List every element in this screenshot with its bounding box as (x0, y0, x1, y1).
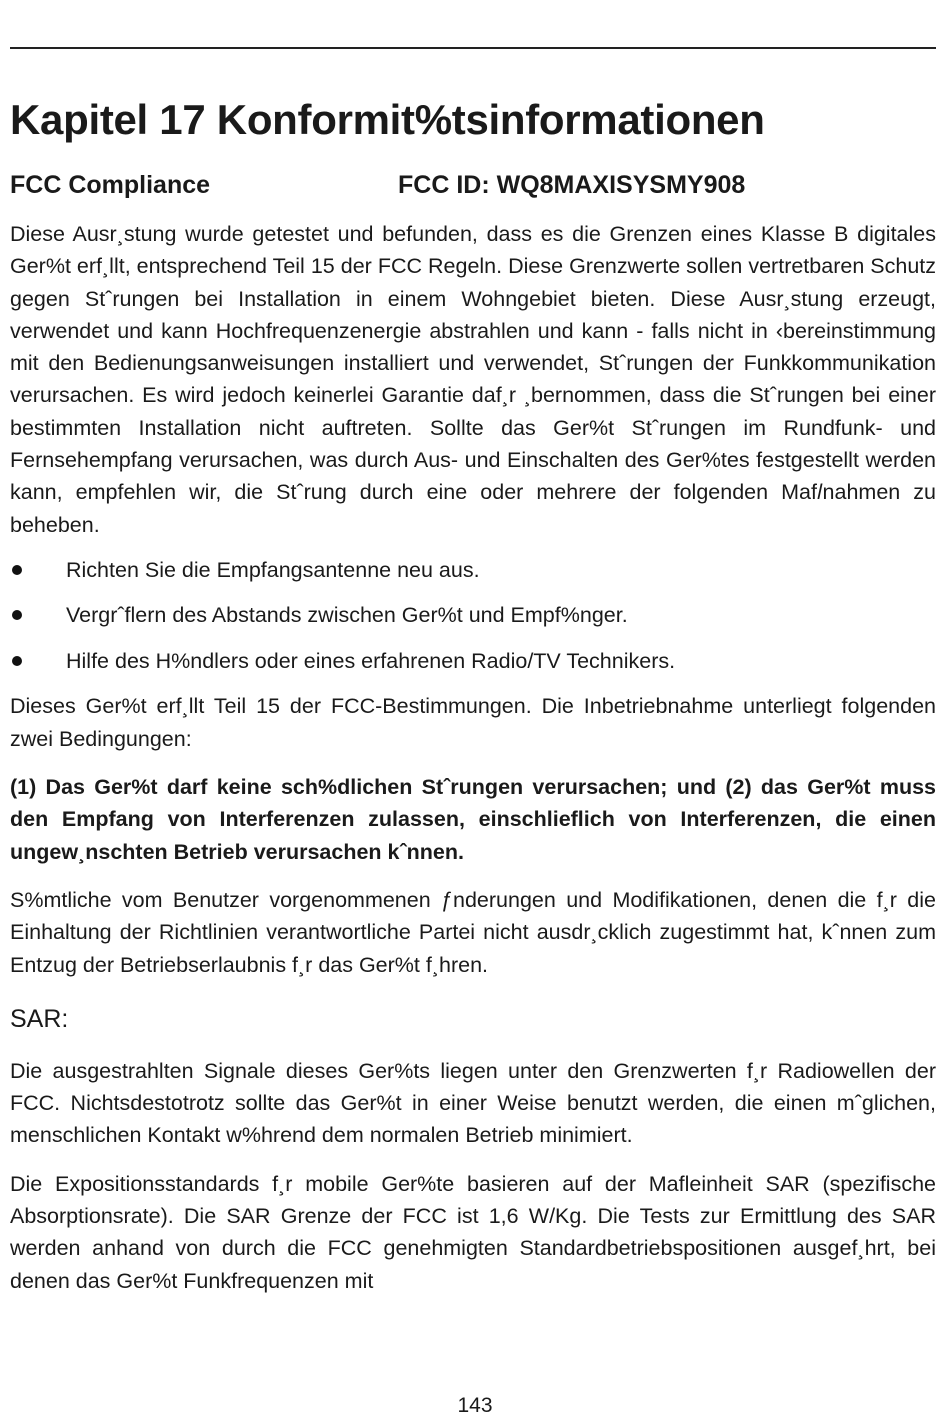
list-item (10, 554, 936, 586)
modifications-paragraph: S%mtliche vom Benutzer vorgenommenen ƒnderungen und Modifikationen, denen die f¸r die Einhaltung der Richtlinien verantwortliche Partei nicht ausdr¸cklich zugestimmt hat, kˆnnen zum Entzug der Betriebserlaubnis f¸r das Ger%t f¸hren. (10, 887, 936, 977)
bullet-icon (12, 565, 22, 575)
intro-paragraph: Diese Ausr¸stung wurde getestet und befunden, dass es die Grenzen eines Klasse B digitales Ger%t erf¸llt, entsprechend Teil 15 der FCC Regeln. Diese Grenzwerte sollen vertretbaren Schutz gegen Stˆrungen bei Installation in einem Wohngebiet bieten. Diese Ausr¸stung erzeugt, verwendet und kann Hochfrequenzenergie abstrahlen und kann - falls nicht in ‹bereinstimmung mit den Bedienungsanweisungen installiert und verwendet, Stˆrungen der Funkkommunikation verursachen. Es wird jedoch keinerlei Garantie daf¸r ¸bernommen, dass die Stˆrungen bei einer bestimmten Installation nicht auftreten. Sollte das Ger%t Stˆrungen im Rundfunk- und Fernsehempfang verursachen, was durch Aus- und Einschalten des Ger%tes festgestellt werden kann, empfehlen wir, die Stˆrung durch eine oder mehrere der folgenden Maf𝑙nahmen zu beheben. (10, 222, 936, 537)
fcc-compliance-label: FCC Compliance (10, 171, 211, 199)
document-page (10, 92, 936, 1297)
header-rule (10, 47, 936, 49)
sar-paragraph-1: Die ausgestrahlten Signale dieses Ger%ts liegen unter den Grenzwerten f¸r Radiowellen der FCC. Nichtsdestotrotz sollte das Ger%t in einer Weise benutzt werden, die einen mˆglichen, menschlichen Kontakt w%hrend dem normalen Betrieb minimiert. (10, 1058, 936, 1148)
list-item-text: Hilfe des H%ndlers oder eines erfahrenen Radio/TV Technikers. (66, 648, 676, 673)
fcc-id-label: FCC ID: WQ8MAXISYSMY908 (398, 171, 746, 199)
sar-heading: SAR: (10, 1004, 69, 1033)
bullet-icon (12, 610, 22, 620)
list-item (10, 645, 936, 677)
conditions-paragraph: (1) Das Ger%t darf keine sch%dlichen Stˆrungen verursachen; und (2) das Ger%t muss den Empfang von Interferenzen zulassen, einschlieflich von Interferenzen, die einen ungew¸nschten Betrieb verursachen kˆnnen. (10, 775, 936, 864)
chapter-title: Kapitel 17 Konformit%tsinformationen (10, 96, 765, 143)
list-item-text: Richten Sie die Empfangsantenne neu aus. (66, 557, 480, 582)
list-item-text: Vergrˆflern des Abstands zwischen Ger%t und Empf%nger. (66, 603, 628, 628)
measures-list (10, 554, 936, 677)
bullet-icon (12, 656, 22, 666)
complies-paragraph: Dieses Ger%t erf¸llt Teil 15 der FCC-Bestimmungen. Die Inbetriebnahme unterliegt folgenden zwei Bedingungen: (10, 694, 936, 751)
page-number: 143 (457, 1394, 493, 1417)
sar-paragraph-2: Die Expositionsstandards f¸r mobile Ger%te basieren auf der Mafleinheit SAR (spezifische Absorptionsrate). Die SAR Grenze der FCC ist 1,6 W/Kg. Die Tests zur Ermittlung des SAR werden anhand von durch die FCC genehmigten Standardbetriebspositionen ausgef¸hrt, bei denen das Ger%t Funkfrequenzen mit (10, 1171, 936, 1293)
fcc-heading-row (10, 168, 936, 202)
list-item (10, 599, 936, 631)
